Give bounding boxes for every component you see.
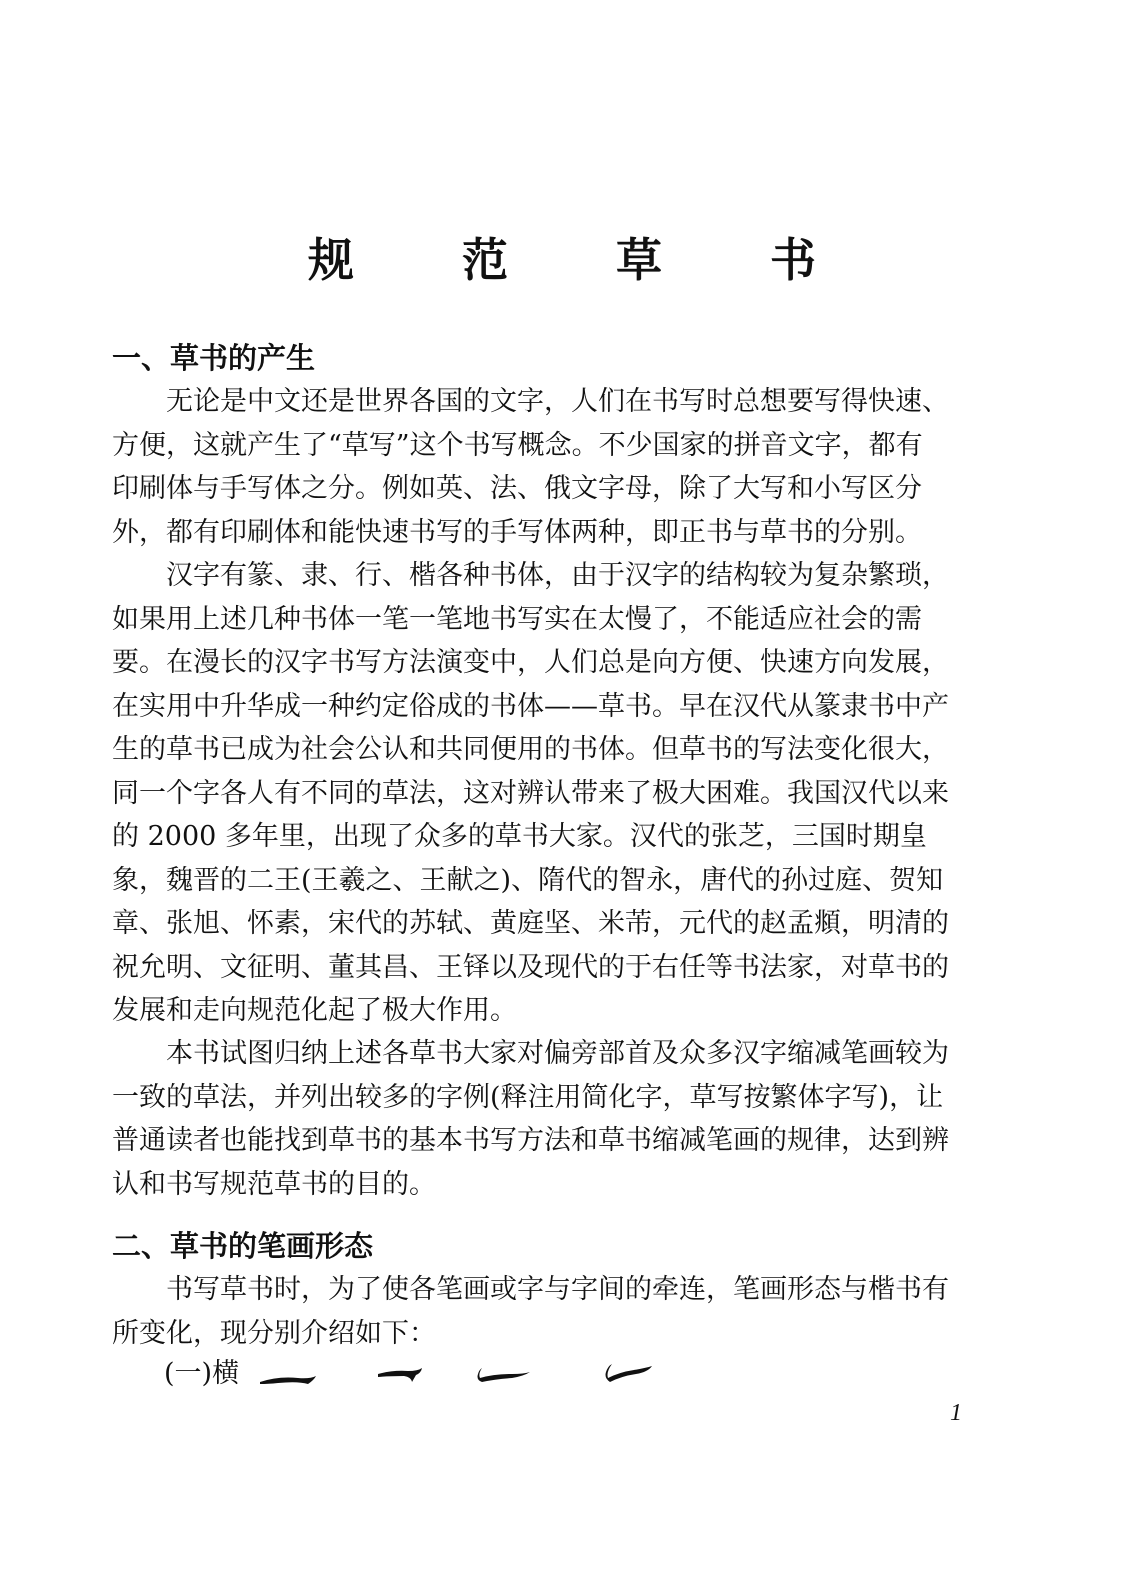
text-line: 所变化，现分别介绍如下： [112,1317,436,1349]
text-line: 发展和走向规范化起了极大作用。 [112,995,517,1026]
text-line: 的 2000 多年里，出现了众多的草书大家。汉代的张芝，三国时期皇 [112,821,927,852]
text-line: 书写草书时，为了使各笔画或字与字间的牵连，笔画形态与楷书有 [166,1274,949,1305]
stroke-example-row [164,1354,239,1394]
text-line: 祝允明、文征明、董其昌、王铎以及现代的于右任等书法家，对草书的 [112,951,949,983]
horizontal-stroke-sample-1-icon [258,1360,322,1390]
text-line: 象，魏晋的二王(王羲之、王献之)、隋代的智永，唐代的孙过庭、贺知 [112,864,944,896]
section-heading-origin: 一、草书的产生 [112,341,316,375]
text-line: 如果用上述几种书体一笔一笔地书写实在太慢了，不能适应社会的需 [112,603,922,635]
horizontal-stroke-sample-4-icon [602,1356,656,1386]
text-line: 本书试图归纳上述各草书大家对偏旁部首及众多汉字缩减笔画较为 [166,1038,949,1069]
text-line: 章、张旭、怀素，宋代的苏轼、黄庭坚、米芾，元代的赵孟頫，明清的 [112,908,949,939]
text-line: 在实用中升华成一种约定俗成的书体——草书。早在汉代从篆隶书中产 [112,690,949,722]
text-line: 无论是中文还是世界各国的文字，人们在书写时总想要写得快速、 [166,386,949,417]
paragraph-2 [112,554,992,1033]
page-title: 规 范 草 书 [307,233,863,287]
paragraph-4 [112,1268,992,1355]
text-line: 方便，这就产生了“草写”这个书写概念。不少国家的拼音文字，都有 [112,429,923,461]
paragraph-3 [112,1032,992,1206]
text-line: 一致的草法，并列出较多的字例(释注用简化字，草写按繁体字写)，让 [112,1081,944,1113]
page-number: 1 [950,1400,962,1426]
text-line: 认和书写规范草书的目的。 [112,1168,436,1200]
horizontal-stroke-sample-3-icon [474,1358,534,1388]
text-line: 汉字有篆、隶、行、楷各种书体，由于汉字的结构较为复杂繁琐， [166,560,949,591]
text-line: 生的草书已成为社会公认和共同便用的书体。但草书的写法变化很大， [112,734,949,765]
text-line: 普通读者也能找到草书的基本书写方法和草书缩减笔画的规律，达到辨 [112,1125,949,1156]
text-line: 印刷体与手写体之分。例如英、法、俄文字母，除了大写和小写区分 [112,473,922,504]
paragraph-1 [112,380,992,554]
text-line: 外，都有印刷体和能快速书写的手写体两种，即正书与草书的分别。 [112,516,922,548]
horizontal-stroke-sample-2-icon [376,1360,428,1390]
text-line: 要。在漫长的汉字书写方法演变中，人们总是向方便、快速方向发展， [112,647,949,678]
text-line: 同一个字各人有不同的草法，这对辨认带来了极大困难。我国汉代以来 [112,777,949,809]
stroke-label-horizontal: (一)横 [164,1358,240,1389]
section-heading-strokes: 二、草书的笔画形态 [112,1229,374,1263]
